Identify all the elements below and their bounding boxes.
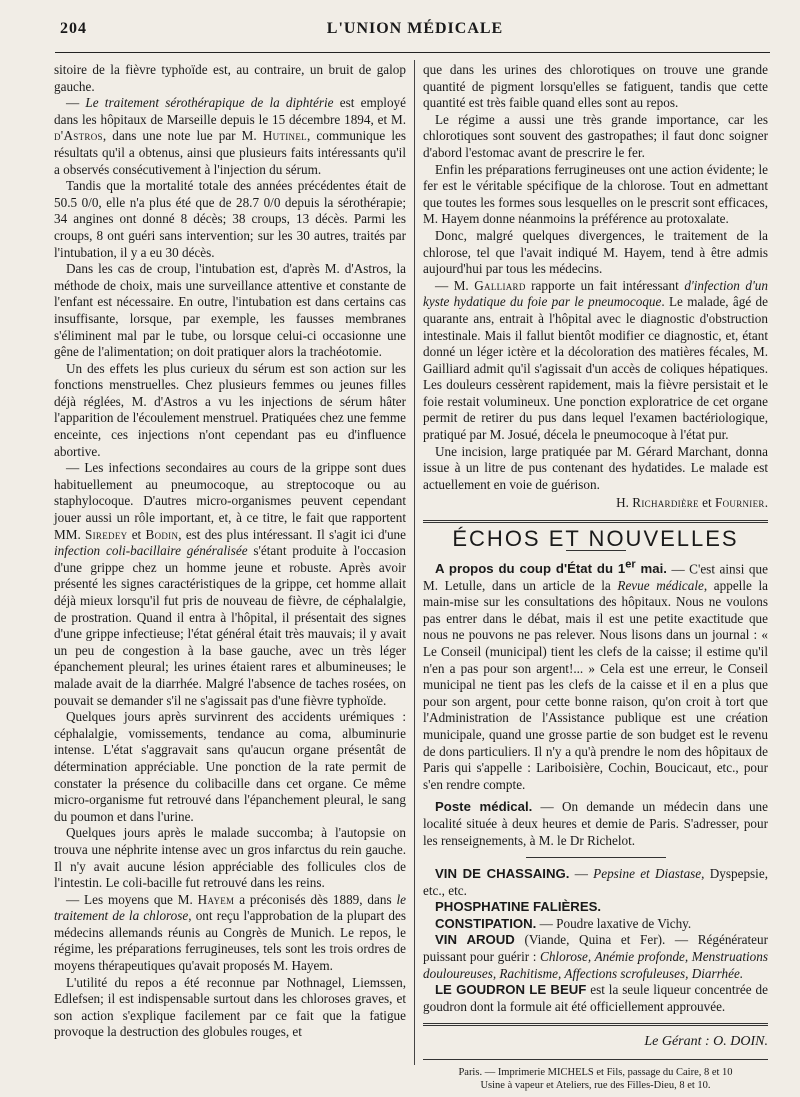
paragraph: Une incision, large pratiquée par M. Gérard Marchant, donna issue à un litre de pus contenant des hydatides. Le malade est actuellement en voie de guérison. xyxy=(423,443,768,492)
article-signature xyxy=(423,495,768,512)
advertisement xyxy=(423,932,768,982)
footer-divider xyxy=(423,1023,768,1026)
news-item-title: Poste médical. xyxy=(435,799,533,815)
text-span: rapporte un fait intéressant xyxy=(525,277,685,293)
paragraph: Donc, malgré quelques divergences, le traitement de la chlorose, tel que l'avait indiqué M. Hayem, tend à être admis aujourd'hui par tous les médecins. xyxy=(423,227,768,277)
author-name: Hayem xyxy=(197,891,235,907)
section-title: ÉCHOS ET NOUVELLES xyxy=(452,526,739,552)
ads-divider xyxy=(526,857,666,858)
text-span: a préconisés dès 1889, dans xyxy=(234,891,397,907)
imprint-line: Paris. — Imprimerie MICHELS et Fils, passage du Caire, 8 et 10 xyxy=(458,1067,733,1079)
italic-term: infection coli-bacillaire généralisée xyxy=(54,543,248,559)
paragraph: Quelques jours après le malade succomba; à l'autopsie on trouva une néphrite intense avec un gros infarctus du rein gauche. Il n'y avait aucune lésion appréciable des follicules clos de l'intestin. Le coli-bacille fut retrouvé dans les reins. xyxy=(54,825,406,891)
paragraph xyxy=(54,95,406,178)
news-item-title xyxy=(435,558,667,577)
gerant-line: Le Gérant : O. DOIN. xyxy=(644,1034,768,1050)
text-span: — xyxy=(569,866,594,882)
header-rule xyxy=(55,52,770,53)
text-span: — Poudre laxative de Vichy. xyxy=(536,915,692,931)
text-span: , ont reçu l'approbation de la plupart des médecins allemands réunis au Congrès de Munich. Le repos, le régime, les préparations ferrugineuses, tels sont les trois ordres de moyens thérapeutiques qu'avait proposés M. Hayem. xyxy=(54,908,407,974)
text-span: est la seule liqueur concentrée de goudron dont la formule ait été officiellement approuvée. xyxy=(423,982,768,1014)
text-span: — Les infections secondaires au cours de la grippe sont dues habituellement au pneumocoque, au streptocoque ou au staphylocoque. D'autres micro-organismes peuvent cependant jouer aussi un rôle important, et, à ce titre, le fait que rapportent MM. xyxy=(54,460,406,542)
paragraph: Le régime a aussi une très grande importance, car les chlorotiques sont souvent des gastropathes; il faut donc soigner d'abord l'estomac avant de prescrire le fer. xyxy=(423,111,768,160)
paragraph xyxy=(423,278,768,444)
text-span: — C'est ainsi que M. Letulle, dans un article de la xyxy=(423,561,768,593)
paragraph xyxy=(54,460,406,709)
text-span: , dans une note lue par M. xyxy=(102,128,263,144)
column-divider xyxy=(414,60,415,1065)
text-span: , appelle la main-mise sur les consultations des hôpitaux. Nous ne voulons pas entrer dans le débat, mais il est une petite exactitude que nous ne pouvons ne pas relever. Nous lisons dans un journal : « Le Conseil (municipal) tient les clefs de la caisse; il estime qu'il n'en a pas pour son argent!... » Cela est une erreur, le Conseil municipal ne tient pas les clefs de la caisse et il en a plus que pour son argent, pour cette bonne raison, qu'on croit à tort que l'Administration de l'Assistance publique est une création municipale, quand une grosse partie de son budget est le revenu de dons particuliers. Il n'y a qu'à prendre le nom des hôpitaux de Paris qui s'appelle : Lariboisière, Cochin, Boucicaut, etc., pour s'en rendre compte. xyxy=(423,577,769,792)
advertisement xyxy=(423,916,768,933)
text-span: — M. xyxy=(435,277,475,293)
author-name: Siredey xyxy=(85,526,128,542)
right-column xyxy=(423,62,768,1092)
text-span: et xyxy=(127,526,146,542)
ad-brand: CONSTIPATION. xyxy=(435,915,537,931)
author-name: Galliard xyxy=(474,277,526,293)
article-title: Le traitement sérothérapique de la diphtérie xyxy=(85,95,334,111)
paragraph: L'utilité du repos a été reconnue par Nothnagel, Liemssen, Edlefsen; il est indispensable surtout dans les chloroses graves, et son action s'explique facilement par ce fait que la fatigue provoque la destruction des globules rouges, et xyxy=(54,974,406,1040)
author-name: Fournier xyxy=(714,495,765,511)
paragraph: Dans les cas de croup, l'intubation est, d'après M. d'Astros, la méthode de choix, mais une surveillance attentive et constante de l'enfant est nécessaire. En outre, l'intubation est dans certains cas insuffisante, lorsque, par exemple, les fausses membranes s'éliminent mal par le tube, ou lorsque celui-ci occasionne une gêne de l'alimentation; on doit pratiquer alors la trachéotomie. xyxy=(54,261,406,360)
paragraph xyxy=(54,892,406,975)
left-column xyxy=(54,62,406,1041)
imprint-line: Usine à vapeur et Ateliers, rue des Filles-Dieu, 8 et 10. xyxy=(480,1080,711,1092)
ad-brand: VIN AROUD xyxy=(435,932,515,948)
ad-brand: VIN DE CHASSAING. xyxy=(435,866,570,882)
advertisement xyxy=(423,866,768,899)
paragraph: Un des effets les plus curieux du sérum est son action sur les fonctions menstruelles. Chez plusieurs femmes ou jeunes filles déjà réglées, M. d'Astros a vu les injections de sérum hâter l'apparition de l'écoulement menstruel. Pratiquées chez une femme enceinte, ces injections n'ont cependant pas eu d'influence abortive. xyxy=(54,360,406,459)
page-number: 204 xyxy=(60,20,87,37)
news-item xyxy=(423,799,768,849)
section-divider xyxy=(423,520,768,523)
text-span: — xyxy=(66,95,86,111)
text-span: H. xyxy=(616,495,633,511)
ad-brand: LE GOUDRON LE BEUF xyxy=(435,982,587,998)
author-name: Bodin xyxy=(145,526,179,542)
text-span: , Dyspepsie, etc., etc. xyxy=(423,866,768,898)
ad-brand: PHOSPHATINE FALIÈRES. xyxy=(435,899,602,915)
advertisement xyxy=(423,899,768,916)
italic-term: Pepsine et Diastase xyxy=(593,866,702,882)
text-span: — On demande un médecin dans une localité située à deux heures et demie de Paris. S'adresser, pour les renseignements, à M. le Dr Richelot. xyxy=(423,799,768,848)
text-span: A propos du coup d'État du 1 xyxy=(435,561,626,577)
paragraph: que dans les urines des chlorotiques on trouve une grande quantité de pigment lorsqu'elles se fatiguent, tandis que cette quantité est très faible quand elles sont au repos. xyxy=(423,62,768,111)
news-item xyxy=(423,557,768,794)
text-span: est employé dans les hôpitaux de Marseille depuis le 15 décembre 1894, et M. xyxy=(54,95,407,127)
text-span: mai. xyxy=(635,561,667,577)
author-name: Hutinel xyxy=(262,128,307,144)
paragraph: Tandis que la mortalité totale des années précédentes était de 50.5 0/0, elle n'a plus été que de 28.7 0/0 depuis la sérothérapie; 34 angines ont donné 8 décès; 38 croups, 13 décès. Parmi les croups, 8 ont guéri sans intervention; sur les 30 autres, traités par l'intubation, il y a eu 30 décès. xyxy=(54,178,406,260)
text-span: s'étant produite à l'occasion d'une grippe chez un homme jeune et robuste. Après avoir présenté les signes caractéristiques de la grippe, cet homme allait déjà mieux lorsqu'il fut pris de nouveau de fièvre, de céphalalgie, de prostration. Quand il entra à l'hôpital, il présentait des signes d'une grippe infectieuse; l'état général était très mauvais; il y avait un peu de congestion à la base gauche, avec un très léger épanchement pleural; les urines étaient rares et albumineuses; le malade avait de la diarrhée. Malgré l'absence de taches rosées, on pouvait se demander s'il ne s'agissait pas d'une fièvre typhoïde. xyxy=(54,543,406,708)
paragraph: Enfin les préparations ferrugineuses ont une action évidente; le fer est le véritable spécifique de la chlorose. Tout en admettant que toutes les formes sous lesquelles on le prescrit sont efficaces, M. Hayem donne néanmoins la préférence au protoxalate. xyxy=(423,161,768,227)
italic-term: Revue médicale xyxy=(617,577,704,593)
text-span: , communique les résultats qu'il a obtenus, ainsi que plusieurs faits intéressants qu'il a observés consécutivement à l'injection du sérum. xyxy=(54,128,406,177)
advertisement xyxy=(423,982,768,1015)
text-span: , est des plus intéressant. Il s'agit ici d'une xyxy=(178,526,406,542)
italic-term: Chlorose, Anémie profonde, Menstruations douloureuses, Rachitisme, Affections scrofuleuses, Diarrhée. xyxy=(423,949,768,981)
text-span: (Viande, Quina et Fer). — Régénérateur puissant pour guérir : xyxy=(423,932,769,965)
text-span: — Les moyens que M. xyxy=(66,891,198,907)
printer-imprint xyxy=(423,1066,768,1092)
superscript: er xyxy=(625,558,636,571)
paragraph: Quelques jours après survinrent des accidents urémiques : céphalalgie, vomissements, tendance au coma, albuminurie intense. L'état s'aggravait sans qu'aucun organe présentât de détermination appréciable. Une ponction de la rate permit de constater la présence du colibacille dans cet organe. Ce même micro-organisme fut retrouvé dans l'épanchement pleural, le sang du poumon et dans l'urine. xyxy=(54,709,406,824)
author-name: Richardière xyxy=(632,495,699,511)
text-span: et xyxy=(698,495,715,511)
text-span: . xyxy=(764,495,768,511)
journal-title: L'UNION MÉDICALE xyxy=(326,20,504,37)
italic-term: d'infection d'un kyste hydatique du foie par le pneumocoque xyxy=(423,277,768,310)
text-span: . Le malade, âgé de quarante ans, entrait à l'hôpital avec le diagnostic d'obstruction intestinale. Mais il fallut bientôt modifier ce diagnostic, et, étant donné un léger ictère et la décoloration des matières fécales, M. Gailliard admit qu'il s'agissait d'un accès de coliques hépatiques. Les douleurs cessèrent rapidement, mais la fièvre persistait et le foie restait volumineux. Une ponction exploratrice de cet organe permit de retirer du pus dans lequel l'examen bactériologique, pratiqué par M. Josué, décela le pneumocoque à l'état pur. xyxy=(423,294,768,443)
paragraph: sitoire de la fièvre typhoïde est, au contraire, un bruit de galop gauche. xyxy=(54,62,406,94)
imprint-rule xyxy=(423,1059,768,1060)
italic-term: le traitement de la chlorose xyxy=(54,891,406,924)
author-name: d'Astros xyxy=(54,128,103,144)
page-header xyxy=(60,20,770,46)
